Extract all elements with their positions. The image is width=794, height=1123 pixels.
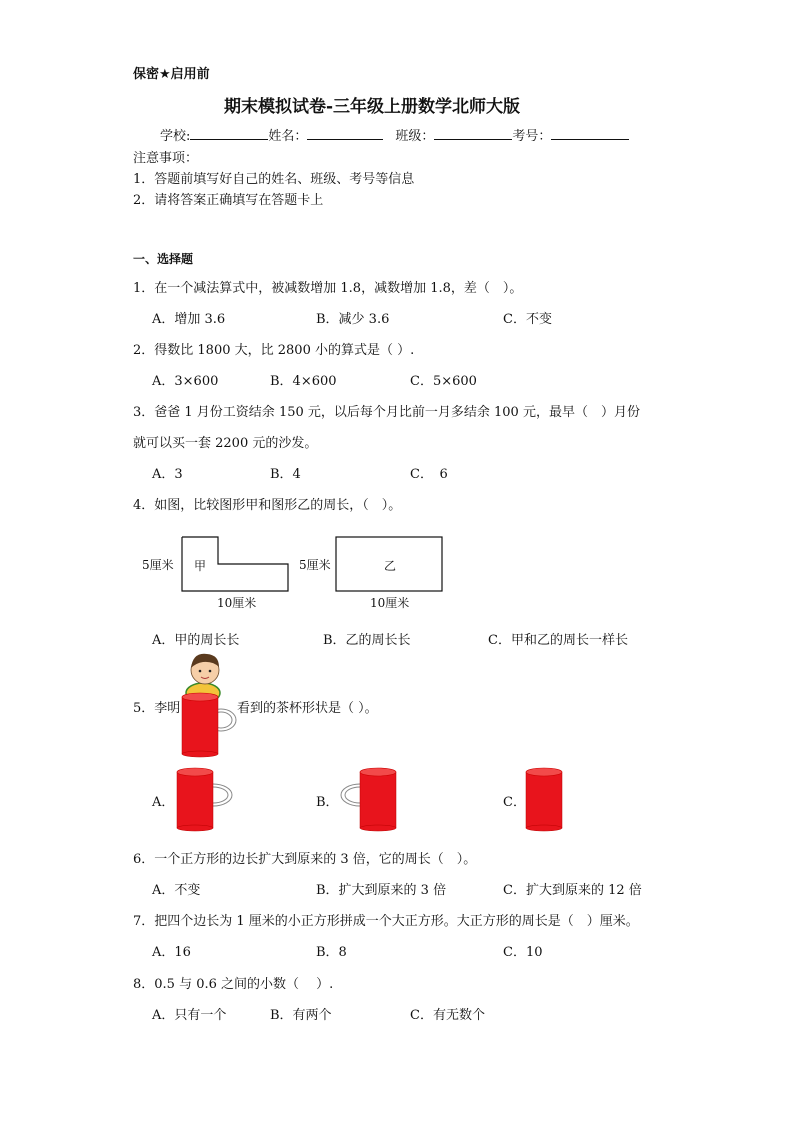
- exam-number-label: 考号：: [512, 129, 552, 144]
- question-3-option-b[interactable]: B．4: [270, 467, 301, 482]
- yi-height-label: 5厘米: [299, 558, 331, 572]
- question-4-option-c[interactable]: C．甲和乙的周长一样长: [488, 633, 628, 648]
- question-3-stem-line-1: 3．爸爸 1 月份工资结余 150 元，以后每个月比前一月多结余 100 元，最早（ ）月份: [133, 405, 640, 420]
- question-3-option-c[interactable]: C． 6: [410, 467, 448, 482]
- jia-height-label: 5厘米: [142, 558, 174, 572]
- question-7-option-b[interactable]: B．8: [316, 945, 347, 960]
- question-4-option-b[interactable]: B．乙的周长长: [323, 633, 411, 648]
- question-5-option-b[interactable]: B．: [316, 795, 339, 810]
- question-1-option-b[interactable]: B．减少 3.6: [316, 312, 390, 327]
- cup-option-a-icon: [177, 768, 232, 831]
- cup-option-b-icon: [341, 768, 396, 831]
- question-7-stem: 7．把四个边长为 1 厘米的小正方形拼成一个大正方形。大正方形的周长是（ ）厘米。: [133, 914, 639, 929]
- notice-title: 注意事项：: [133, 151, 199, 166]
- question-1-option-a[interactable]: A．增加 3.6: [152, 312, 226, 327]
- question-5-stem-end: 看到的茶杯形状是（ ）。: [237, 701, 378, 716]
- notice-item-1: 1．答题前填写好自己的姓名、班级、考号等信息: [133, 172, 415, 187]
- question-8-option-a[interactable]: A．只有一个: [152, 1008, 227, 1023]
- class-label: 班级：: [395, 129, 435, 144]
- name-label: 姓名：: [268, 129, 308, 144]
- section-title: 一、选择题: [133, 252, 194, 266]
- question-2-option-a[interactable]: A．3×600: [152, 374, 219, 389]
- question-7-option-a[interactable]: A．16: [152, 945, 191, 960]
- notice-item-2: 2．请将答案正确填写在答题卡上: [133, 193, 324, 208]
- question-6-option-c[interactable]: C．扩大到原来的 12 倍: [503, 883, 642, 898]
- question-7-option-c[interactable]: C．10: [503, 945, 543, 960]
- question-1-option-c[interactable]: C．不变: [503, 312, 552, 327]
- question-8-option-b[interactable]: B．有两个: [270, 1008, 332, 1023]
- question-2-option-c[interactable]: C．5×600: [410, 374, 477, 389]
- question-2-stem: 2．得数比 1800 大，比 2800 小的算式是（ ）.: [133, 343, 415, 358]
- teacup-icon: [182, 693, 236, 757]
- question-8-option-c[interactable]: C．有无数个: [410, 1008, 485, 1023]
- question-8-stem: 8．0.5 与 0.6 之间的小数（ ）.: [133, 977, 334, 992]
- question-2-option-b[interactable]: B．4×600: [270, 374, 337, 389]
- jia-width-label: 10厘米: [217, 596, 257, 610]
- yi-label: 乙: [384, 559, 397, 573]
- question-5-option-a[interactable]: A．: [152, 795, 175, 810]
- question-1-stem: 1．在一个减法算式中，被减数增加 1.8，减数增加 1.8，差（ ）。: [133, 281, 523, 296]
- school-label: 学校:: [160, 129, 191, 144]
- question-6-option-a[interactable]: A．不变: [152, 883, 201, 898]
- question-4-stem: 4．如图，比较图形甲和图形乙的周长，（ ）。: [133, 498, 402, 513]
- question-3-option-a[interactable]: A．3: [152, 467, 183, 482]
- question-5-stem-start: 5．李明: [133, 701, 181, 716]
- question-3-stem-line-2: 就可以买一套 2200 元的沙发。: [133, 436, 318, 451]
- exam-title: 期末模拟试卷-三年级上册数学北师大版: [224, 97, 521, 117]
- secret-label: 保密★启用前: [133, 67, 210, 82]
- question-4-option-a[interactable]: A．甲的周长长: [152, 633, 240, 648]
- cup-option-c-icon: [526, 768, 562, 831]
- yi-width-label: 10厘米: [370, 596, 410, 610]
- question-6-option-b[interactable]: B．扩大到原来的 3 倍: [316, 883, 447, 898]
- question-5-option-c[interactable]: C．: [503, 795, 526, 810]
- jia-label: 甲: [194, 559, 207, 573]
- question-6-stem: 6．一个正方形的边长扩大到原来的 3 倍，它的周长（ ）。: [133, 852, 477, 867]
